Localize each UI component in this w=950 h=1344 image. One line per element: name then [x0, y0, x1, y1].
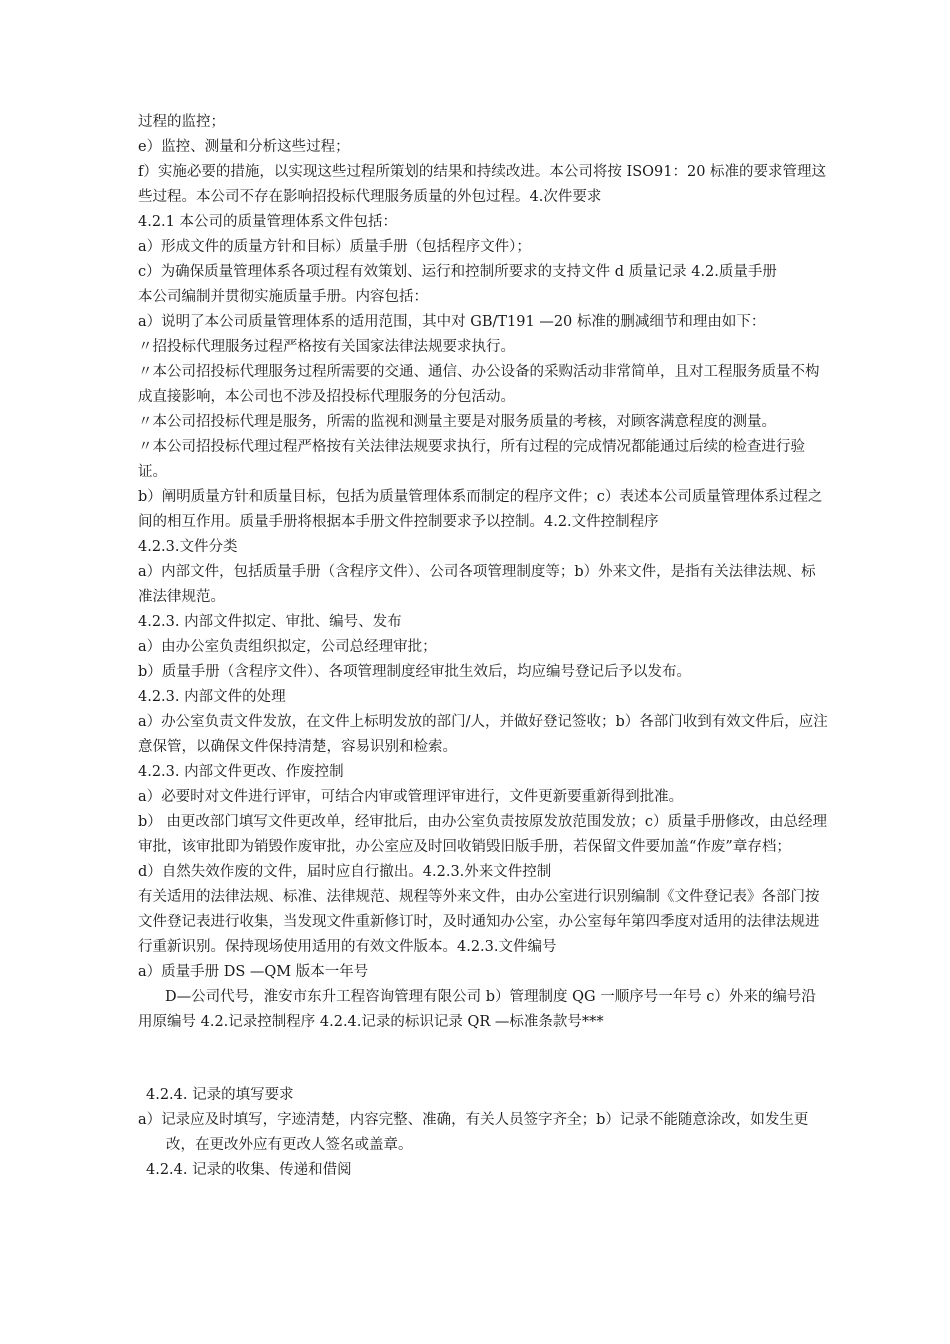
paragraph: 〃本公司招投标代理服务过程所需要的交通、通信、办公设备的采购活动非常简单，且对工程服务质量不构成直接影响，本公司也不涉及招投标代理服务的分包活动。 [138, 364, 820, 405]
paragraph: 4.2.1 本公司的质量管理体系文件包括： [138, 214, 398, 230]
blank-gap [138, 1035, 828, 1083]
paragraph: c）为确保质量管理体系各项过程有效策划、运行和控制所要求的支持文件 d 质量记录 4.2.质量手册 [138, 264, 777, 280]
paragraph: b） 由更改部门填写文件更改单，经审批后，由办公室负责按原发放范围发放；c）质量手册修改，由总经理审批，该审批即为销毁作废审批，办公室应及时回收销毁旧版手册，若保留文件要加盖“作废”章存档； [138, 814, 828, 855]
section-heading-record-fill: 4.2.4. 记录的填写要求 [146, 1087, 294, 1103]
paragraph: 〃本公司招投标代理是服务，所需的监视和测量主要是对服务质量的考核，对顾客满意程度的测量。 [138, 414, 776, 430]
paragraph: 过程的监控； [138, 114, 225, 130]
document-page [138, 110, 828, 1183]
paragraph: b）质量手册（含程序文件）、各项管理制度经审批生效后，均应编号登记后予以发布。 [138, 664, 692, 680]
section-heading-record-collect: 4.2.4. 记录的收集、传递和借阅 [146, 1162, 352, 1178]
paragraph: b）阐明质量方针和质量目标，包括为质量管理体系而制定的程序文件；c）表述本公司质量管理体系过程之间的相互作用。质量手册将根据本手册文件控制要求予以控制。4.2.文件控制程序 [138, 489, 823, 530]
paragraph: 〃招投标代理服务过程严格按有关国家法律法规要求执行。 [138, 339, 515, 355]
paragraph: a）形成文件的质量方针和目标）质量手册（包括程序文件）； [138, 239, 531, 255]
paragraph: 〃本公司招投标代理过程严格按有关法律法规要求执行，所有过程的完成情况都能通过后续的检查进行验证。 [138, 439, 805, 480]
paragraph: a）办公室负责文件发放，在文件上标明发放的部门/人，并做好登记签收；b）各部门收到有效文件后，应注意保管，以确保文件保持清楚，容易识别和检索。 [138, 714, 828, 755]
paragraph: f）实施必要的措施，以实现这些过程所策划的结果和持续改进。本公司将按 ISO91：20 标准的要求管理这些过程。本公司不存在影响招投标代理服务质量的外包过程。4.次件要求 [138, 164, 827, 205]
paragraph: a）由办公室负责组织拟定，公司总经理审批； [138, 639, 437, 655]
paragraph: 本公司编制并贯彻实施质量手册。内容包括： [138, 289, 428, 305]
paragraph: 4.2.3.文件分类 [138, 539, 238, 555]
paragraph: 有关适用的法律法规、标准、法律规范、规程等外来文件，由办公室进行识别编制《文件登记表》各部门按文件登记表进行收集，当发现文件重新修订时，及时通知办公室，办公室每年第四季度对适用的法律法规进行重新识别。保持现场使用适用的有效文件版本。4.2.3.文件编号 [138, 889, 820, 955]
paragraph: e）监控、测量和分析这些过程； [138, 139, 350, 155]
paragraph: 4.2.3. 内部文件拟定、审批、编号、发布 [138, 614, 402, 630]
paragraph: a）必要时对文件进行评审，可结合内审或管理评审进行，文件更新要重新得到批准。 [138, 789, 684, 805]
document-body [138, 110, 828, 985]
paragraph: d）自然失效作废的文件，届时应自行撤出。4.2.3.外来文件控制 [138, 864, 552, 880]
paragraph: 4.2.3. 内部文件的处理 [138, 689, 286, 705]
paragraph: a）质量手册 DS —QM 版本一年号 [138, 964, 369, 980]
paragraph-record-fill: a）记录应及时填写，字迹清楚，内容完整、准确，有关人员签字齐全；b）记录不能随意涂改，如发生更改，在更改外应有更改人签名或盖章。 [138, 1112, 809, 1153]
paragraph-numbering: D—公司代号，淮安市东升工程咨询管理有限公司 b）管理制度 QG 一顺序号一年号 c）外来的编号沿用原编号 4.2.记录控制程序 4.2.4.记录的标识记录 QR —标准条款号*** [138, 989, 816, 1030]
paragraph: 4.2.3. 内部文件更改、作废控制 [138, 764, 344, 780]
paragraph: a）说明了本公司质量管理体系的适用范围，其中对 GB/T191 —20 标准的删减细节和理由如下： [138, 314, 766, 330]
paragraph: a）内部文件，包括质量手册（含程序文件）、公司各项管理制度等；b）外来文件，是指有关法律法规、标准法律规范。 [138, 564, 816, 605]
